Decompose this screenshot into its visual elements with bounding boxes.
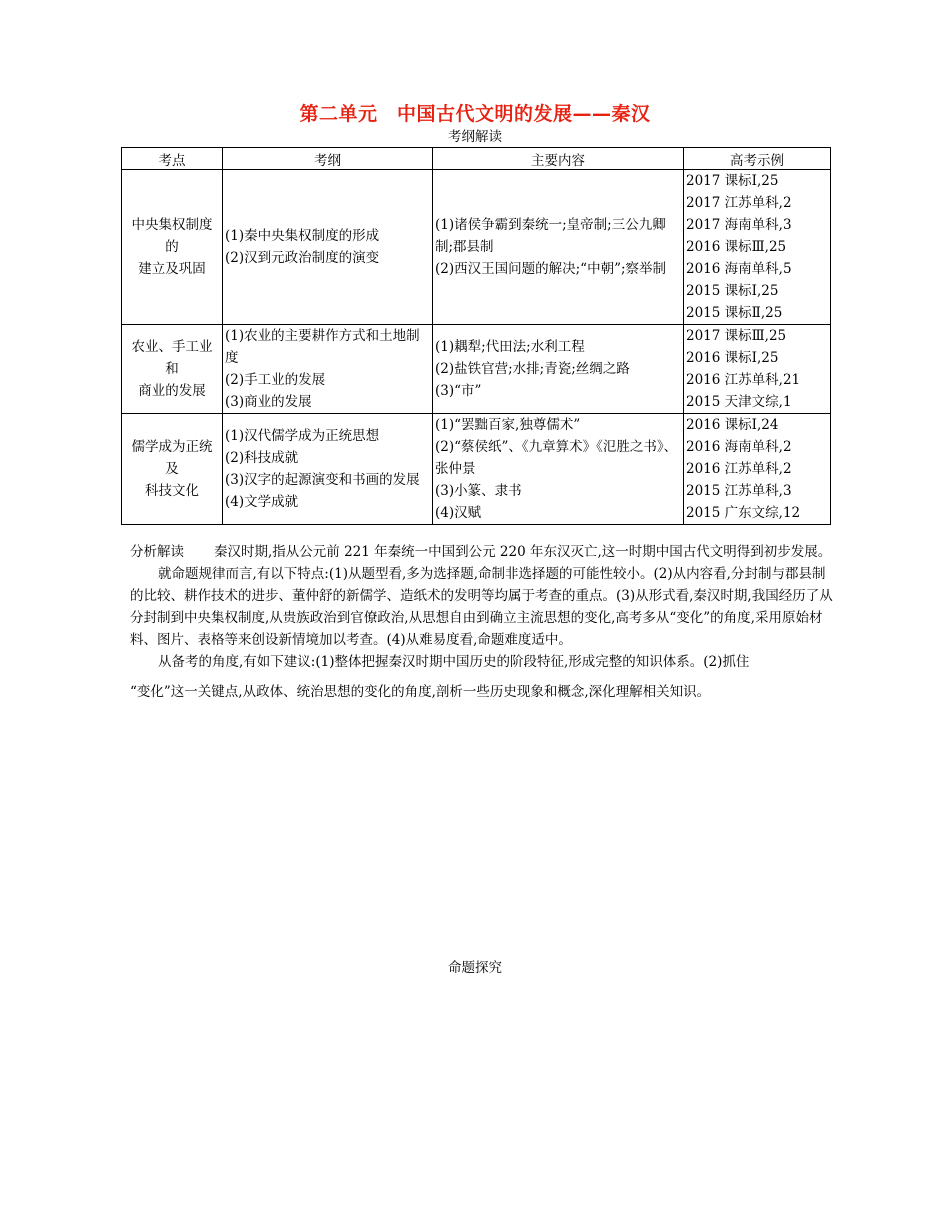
example-line: 2016 江苏单科,2 — [686, 461, 792, 477]
example-line: 2017 课标Ⅰ,25 — [686, 173, 779, 189]
analysis-paragraph: “变化”这一关键点,从政体、统治思想的变化的角度,剖析一些历史现象和概念,深化理解相关知识。 — [130, 684, 711, 700]
example-line: 2017 课标Ⅲ,25 — [686, 328, 787, 344]
example-line: 2015 广东文综,12 — [686, 505, 801, 521]
table-row — [122, 170, 831, 325]
topic-line: 和 — [165, 361, 179, 377]
syllabus-line: (3)汉字的起源演变和书画的发展 — [225, 472, 420, 488]
header-syllabus: 考纲 — [223, 148, 433, 170]
example-line: 2016 江苏单科,21 — [686, 372, 801, 388]
table-caption: 考纲解读 — [448, 129, 502, 145]
content-line: (3)小篆、隶书 — [435, 483, 522, 499]
example-line: 2015 课标Ⅰ,25 — [686, 283, 779, 299]
example-line: 2016 海南单科,5 — [686, 261, 792, 277]
content-line: (2)“蔡侯纸”、《九章算术》《氾胜之书》、张仲景 — [435, 439, 678, 477]
content-line: (1)耦犁;代田法;水利工程 — [435, 339, 585, 355]
examples-cell — [684, 170, 831, 325]
examples-cell — [684, 414, 831, 525]
topic-cell — [122, 414, 223, 525]
table-row — [122, 325, 831, 414]
topic-line: 中央集权制度 — [131, 217, 213, 233]
topic-cell — [122, 170, 223, 325]
analysis-label: 分析解读 — [130, 544, 184, 560]
table-row — [122, 414, 831, 525]
section-heading: 命题探究 — [448, 960, 502, 976]
syllabus-line: (1)汉代儒学成为正统思想 — [225, 428, 380, 444]
analysis-paragraph: 就命题规律而言,有以下特点:(1)从题型看,多为选择题,命制非选择题的可能性较小。(2)从内容看,分封制与郡县制的比较、耕作技术的进步、董仲舒的新儒学、造纸术的发明等均属于考查的重点。(3)从形式看,秦汉时期,我国经历了从分封制到中央集权制度,从贵族政治到官僚政治,从思想自由到确立主流思想的变化,高考多从“变化”的角度,采用原始材料、图片、表格等来创设新情境加以考查。(4)从难易度看,命题难度适中。 — [130, 566, 833, 648]
content-line: (2)西汉王国问题的解决;“中朝”;察举制 — [435, 261, 667, 277]
syllabus-cell — [223, 325, 433, 414]
topic-line: 建立及巩固 — [138, 261, 206, 277]
topic-line: 商业的发展 — [138, 383, 206, 399]
content-line: (3)“市” — [435, 383, 482, 399]
analysis-paragraph: 从备考的角度,有如下建议:(1)整体把握秦汉时期中国历史的阶段特征,形成完整的知识体系。(2)抓住 — [158, 654, 750, 670]
syllabus-table — [121, 147, 831, 525]
content-cell — [433, 414, 684, 525]
analysis-intro-paragraph — [130, 541, 836, 563]
example-line: 2016 课标Ⅲ,25 — [686, 239, 787, 255]
syllabus-cell — [223, 170, 433, 325]
example-line: 2015 天津文综,1 — [686, 394, 792, 410]
example-line: 2017 海南单科,3 — [686, 217, 792, 233]
analysis-section — [130, 541, 836, 703]
topic-line: 农业、手工业 — [131, 339, 213, 355]
content-line: (1)“罢黜百家,独尊儒术” — [435, 417, 581, 433]
content-cell — [433, 170, 684, 325]
table-header-row — [122, 148, 831, 170]
syllabus-line: (2)汉到元政治制度的演变 — [225, 250, 380, 266]
syllabus-line: (1)秦中央集权制度的形成 — [225, 228, 380, 244]
content-line: (2)盐铁官营;水排;青瓷;丝绸之路 — [435, 361, 630, 377]
topic-line: 儒学成为正统 — [131, 439, 213, 455]
syllabus-line: (1)农业的主要耕作方式和土地制度 — [225, 328, 420, 366]
topic-line: 及 — [165, 461, 179, 477]
topic-line: 的 — [165, 239, 179, 255]
example-line: 2017 江苏单科,2 — [686, 195, 792, 211]
header-content: 主要内容 — [433, 148, 684, 170]
syllabus-cell — [223, 414, 433, 525]
syllabus-line: (2)手工业的发展 — [225, 372, 326, 388]
example-line: 2016 课标Ⅰ,24 — [686, 417, 779, 433]
example-line: 2015 江苏单科,3 — [686, 483, 792, 499]
syllabus-line: (4)文学成就 — [225, 494, 299, 510]
content-line: (1)诸侯争霸到秦统一;皇帝制;三公九卿制;郡县制 — [435, 217, 666, 255]
example-line: 2016 海南单科,2 — [686, 439, 792, 455]
example-line: 2016 课标Ⅰ,25 — [686, 350, 779, 366]
examples-cell — [684, 325, 831, 414]
example-line: 2015 课标Ⅱ,25 — [686, 305, 783, 321]
analysis-intro-text: 秦汉时期,指从公元前 221 年秦统一中国到公元 220 年东汉灭亡,这一时期中国古代文明得到初步发展。 — [214, 544, 832, 560]
header-examples: 高考示例 — [684, 148, 831, 170]
topic-line: 科技文化 — [145, 483, 199, 499]
syllabus-line: (2)科技成就 — [225, 450, 299, 466]
syllabus-line: (3)商业的发展 — [225, 394, 312, 410]
header-topic: 考点 — [122, 148, 223, 170]
content-cell — [433, 325, 684, 414]
unit-title: 第二单元 中国古代文明的发展——秦汉 — [299, 103, 651, 125]
topic-cell — [122, 325, 223, 414]
content-line: (4)汉赋 — [435, 505, 482, 521]
